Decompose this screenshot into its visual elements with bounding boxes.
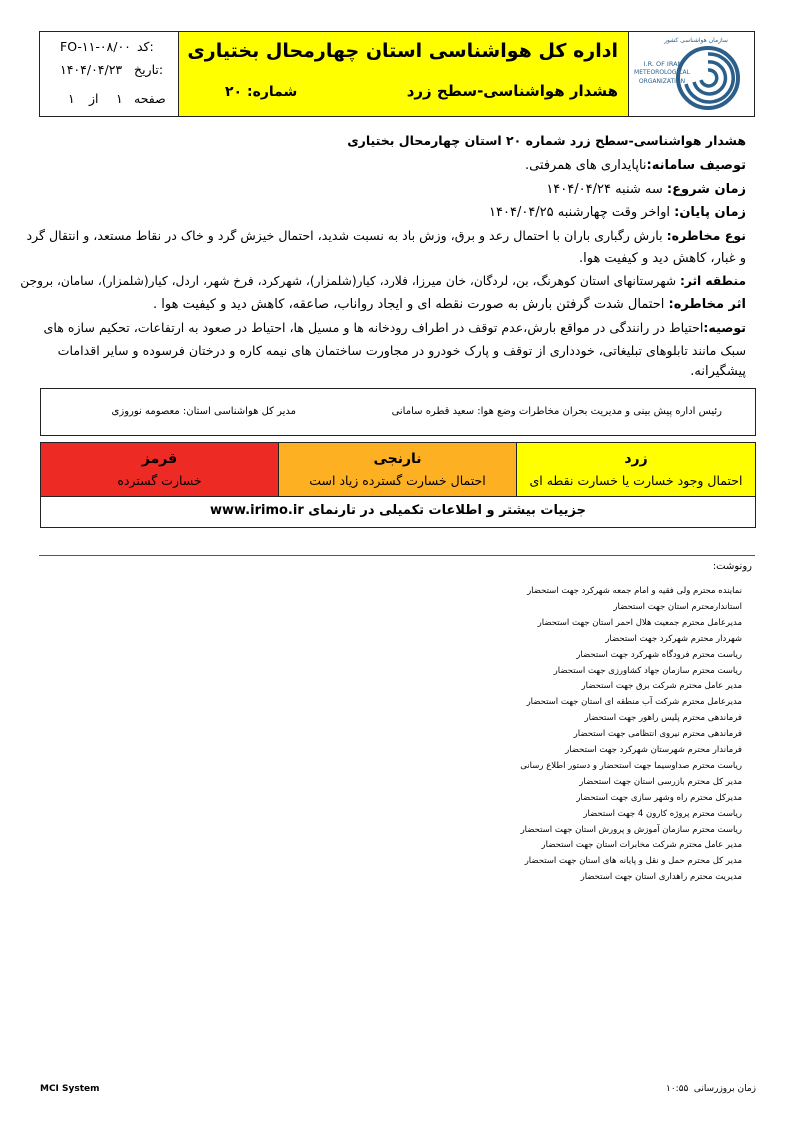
impact-row: [153, 297, 746, 312]
cc-item: ریاست محترم سازمان جهاد کشاورزی جهت استحضار: [553, 665, 742, 676]
impact-value: احتمال شدت گرفتن بارش به صورت نقطه ای و ایجاد رواناب، صاعقه، کاهش دید و کیفیت هوا .: [153, 297, 669, 312]
organization-logo: [634, 36, 750, 112]
date-value: ۱۴۰۴/۰۴/۲۳: [60, 62, 123, 77]
page-total: ۱: [68, 91, 75, 106]
footer-update-time: ۱۰:۵۵: [666, 1084, 689, 1094]
legend-orange-title: نارنجی: [373, 451, 422, 467]
impact-label: اثر مخاطره:: [668, 297, 746, 312]
cc-item: ریاست محترم صداوسیما جهت استحضار و دستور اطلاع رسانی: [520, 760, 742, 771]
bulletin-heading: هشدار هواشناسی-سطح زرد شماره ۲۰ استان چهارمحال بختیاری: [347, 133, 746, 148]
system-value: ناپایداری های همرفتی.: [524, 158, 647, 173]
cc-item: مدیریت محترم راهداری استان جهت استحضار: [580, 872, 742, 883]
area-value: شهرستانهای استان کوهرنگ، بن، لردگان، خان میرزا، فلارد، کیار(شلمزار)، شهرکرد، فرخ شهر، اردل، کیار(شلمزار)، سامان، بروجن: [20, 274, 680, 288]
cc-item: ریاست محترم پروژه کارون 4 جهت استحضار: [583, 808, 742, 819]
cc-label: رونوشت:: [712, 561, 752, 572]
system-row: [525, 158, 746, 173]
legend-red: [41, 443, 278, 496]
legend-footer: جزییات بیشتر و اطلاعات تکمیلی در تارنمای www.irimo.ir: [209, 503, 587, 518]
end-row: [489, 205, 746, 220]
advice-value: احتیاط در رانندگی در مواقع بارش،عدم توقف در اطراف رودخانه ها و مسیل ها، احتیاط در صعود به ارتفاعات، تحکیم سازه های: [43, 320, 704, 335]
forecast-head-signature: رئیس اداره پیش بینی و مدیریت بحران مخاطرات وضع هوا: سعید قطره سامانی: [391, 406, 722, 417]
bulletin-number: شماره: ۲۰: [225, 84, 298, 100]
logo-name-fa: سازمان هواشناسی کشور: [664, 37, 728, 44]
advice-row-cont-1: سبک مانند تابلوهای تبلیغاتی، خودداری از توقف و پارک خودرو در مجاورت ساختمان های نیمه کاره و درختان فرسوده و سایر اقدامات: [57, 343, 746, 358]
footer-system: MCI System: [40, 1084, 100, 1094]
cc-item: ریاست محترم فرودگاه شهرکرد جهت استحضار: [576, 649, 742, 660]
start-value: سه شنبه ۱۴۰۴/۰۴/۲۴: [546, 182, 667, 197]
legend-yellow: [517, 443, 755, 496]
end-label: زمان پایان:: [674, 205, 746, 220]
cc-item: مدیر کل محترم حمل و نقل و پایانه های استان جهت استحضار: [524, 856, 742, 867]
cc-item: نماینده محترم ولی فقیه و امام جمعه شهرکرد جهت استحضار: [527, 586, 742, 596]
area-row: [20, 274, 746, 288]
start-row: [546, 182, 746, 197]
cc-item: فرماندار محترم شهرستان شهرکرد جهت استحضار: [565, 745, 742, 755]
hazard-row-cont: و غبار، کاهش دید و کیفیت هوا.: [578, 251, 746, 266]
office-title: اداره کل هواشناسی استان چهارمحال بختیاری: [187, 40, 618, 62]
start-label: زمان شروع:: [666, 182, 746, 197]
page-current: ۱: [116, 91, 123, 106]
footer-update-label: زمان بروزرسانی: [693, 1084, 756, 1094]
cc-item: شهردار محترم شهرکرد جهت استحضار: [605, 633, 742, 644]
legend-orange: [278, 443, 517, 496]
page-of: از: [89, 91, 99, 106]
advice-row: [44, 320, 746, 335]
director-signature: مدیر کل هواشناسی استان: معصومه نوروزی: [111, 406, 296, 417]
legend-divider: [40, 496, 756, 497]
cc-item: فرماندهی محترم نیروی انتظامی جهت استحضار: [573, 729, 742, 740]
legend-yellow-title: زرد: [624, 451, 648, 467]
logo-line-1: I.R. OF IRAN: [643, 60, 683, 68]
page-label: صفحه: [134, 91, 166, 106]
system-label: توصیف سامانه:: [646, 158, 746, 173]
cc-item: مدیرعامل محترم شرکت آب منطقه ای استان جهت استحضار: [526, 697, 742, 708]
cc-item: فرماندهی محترم پلیس راهور جهت استحضار: [584, 713, 742, 724]
cc-item: مدیر عامل محترم شرکت برق جهت استحضار: [581, 681, 742, 692]
cc-item: ریاست محترم سازمان آموزش و پرورش استان جهت استحضار: [520, 824, 742, 835]
logo-line-2: METEOROLOGICAL: [634, 69, 690, 76]
legend-red-desc: خسارت گسترده: [117, 473, 202, 488]
cc-item: مدیرکل محترم راه وشهر سازی جهت استحضار: [576, 792, 742, 803]
hazard-row: [26, 228, 746, 243]
section-divider: [39, 555, 755, 556]
cc-item: مدیر کل محترم بازرسی استان جهت استحضار: [579, 776, 742, 787]
advice-label: توصیه:: [703, 320, 746, 335]
cc-item: مدیر عامل محترم شرکت مخابرات استان جهت استحضار: [541, 840, 742, 851]
alert-title: هشدار هواشناسی-سطح زرد: [406, 82, 618, 100]
code-label: کد:: [137, 39, 154, 54]
advice-row-cont-2: پیشگیرانه.: [690, 364, 746, 379]
legend-red-title: قرمز: [141, 451, 178, 467]
hazard-value: بارش رگباری باران با احتمال رعد و برق، وزش باد به نسبت شدید، احتمال خیزش گرد و خاک در نقاط مستعد، و انتقال گرد: [26, 228, 667, 243]
legend-yellow-desc: احتمال وجود خسارت یا خسارت نقطه ای: [529, 473, 743, 488]
end-value: اواخر وقت چهارشنبه ۱۴۰۴/۰۴/۲۵: [489, 205, 675, 220]
hazard-label: نوع مخاطره:: [666, 228, 746, 243]
legend-orange-desc: احتمال خسارت گسترده زیاد است: [309, 473, 486, 488]
cc-item: مدیرعامل محترم جمعیت هلال احمر استان جهت استحضار: [537, 617, 742, 628]
area-label: منطقه اثر:: [679, 274, 746, 288]
date-label: تاریخ:: [134, 62, 164, 77]
code-value: FO-۱۱-۰۸/۰۰: [60, 39, 131, 54]
cc-item: استاندارمحترم استان جهت استحضار: [613, 601, 742, 612]
logo-line-3: ORGANIZATION: [638, 78, 686, 85]
